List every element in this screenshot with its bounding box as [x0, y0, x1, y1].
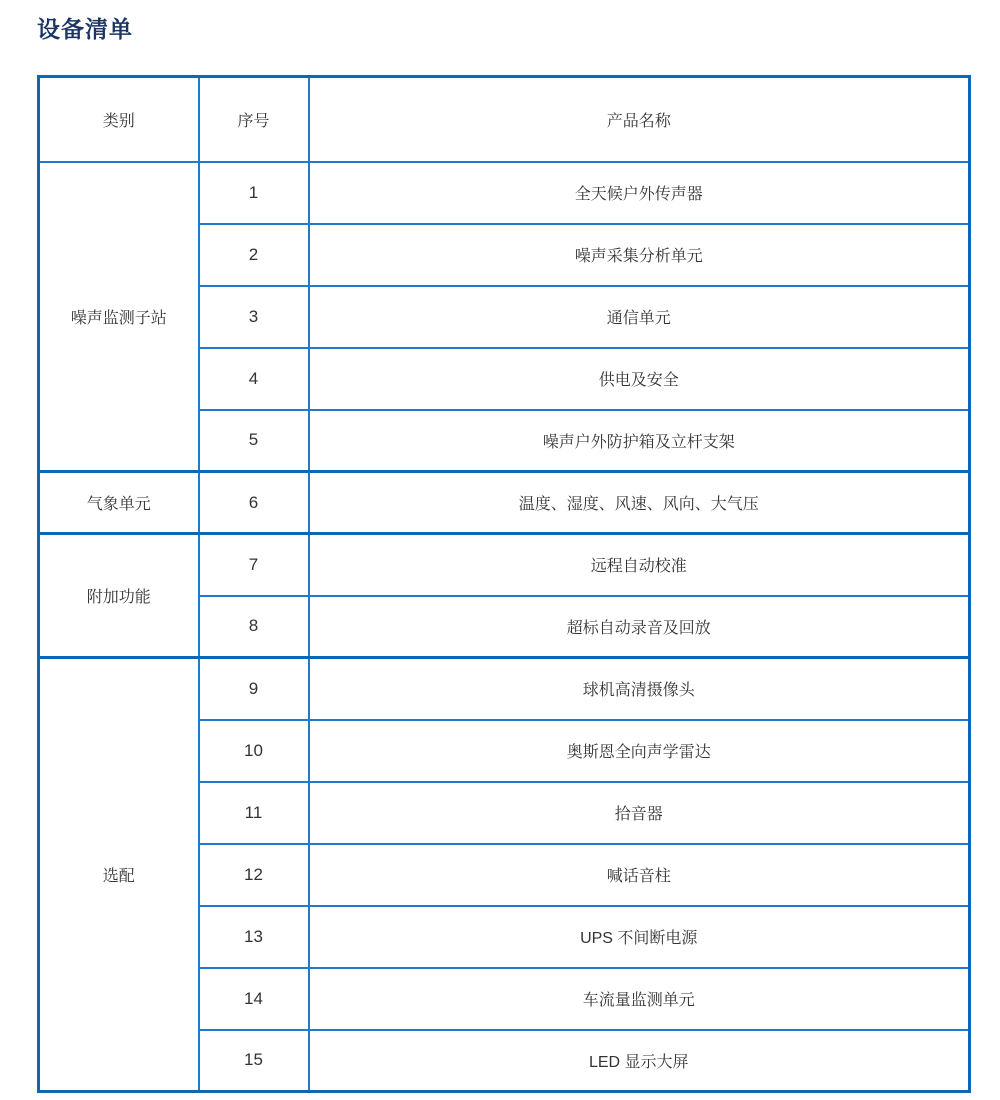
row-name: 噪声采集分析单元 — [309, 224, 970, 286]
row-name: 奥斯恩全向声学雷达 — [309, 720, 970, 782]
row-name: 温度、湿度、风速、风向、大气压 — [309, 472, 970, 534]
row-name: 超标自动录音及回放 — [309, 596, 970, 658]
row-name: 噪声户外防护箱及立杆支架 — [309, 410, 970, 472]
table-row — [39, 472, 970, 534]
row-name: 拾音器 — [309, 782, 970, 844]
category-cell: 附加功能 — [39, 534, 199, 658]
column-header-name: 产品名称 — [309, 77, 970, 162]
row-no: 15 — [199, 1030, 309, 1092]
row-name: 喊话音柱 — [309, 844, 970, 906]
row-name: 远程自动校准 — [309, 534, 970, 596]
row-no: 4 — [199, 348, 309, 410]
category-cell: 噪声监测子站 — [39, 162, 199, 472]
row-no: 13 — [199, 906, 309, 968]
row-no: 9 — [199, 658, 309, 720]
column-header-category: 类别 — [39, 77, 199, 162]
row-name: 球机高清摄像头 — [309, 658, 970, 720]
table-row — [39, 534, 970, 596]
row-no: 11 — [199, 782, 309, 844]
row-no: 8 — [199, 596, 309, 658]
table-row — [39, 162, 970, 224]
row-no: 1 — [199, 162, 309, 224]
row-no: 12 — [199, 844, 309, 906]
row-no: 5 — [199, 410, 309, 472]
column-header-no: 序号 — [199, 77, 309, 162]
row-name: 车流量监测单元 — [309, 968, 970, 1030]
category-cell: 气象单元 — [39, 472, 199, 534]
page-title: 设备清单 — [37, 16, 133, 42]
equipment-table — [37, 75, 971, 1093]
table-header-row — [39, 77, 970, 162]
row-no: 3 — [199, 286, 309, 348]
row-no: 14 — [199, 968, 309, 1030]
row-name: 供电及安全 — [309, 348, 970, 410]
row-no: 2 — [199, 224, 309, 286]
row-no: 10 — [199, 720, 309, 782]
category-cell: 选配 — [39, 658, 199, 1092]
row-name: 全天候户外传声器 — [309, 162, 970, 224]
row-name: 通信单元 — [309, 286, 970, 348]
row-name: LED 显示大屏 — [309, 1030, 970, 1092]
row-no: 7 — [199, 534, 309, 596]
row-name: UPS 不间断电源 — [309, 906, 970, 968]
row-no: 6 — [199, 472, 309, 534]
table-row — [39, 658, 970, 720]
